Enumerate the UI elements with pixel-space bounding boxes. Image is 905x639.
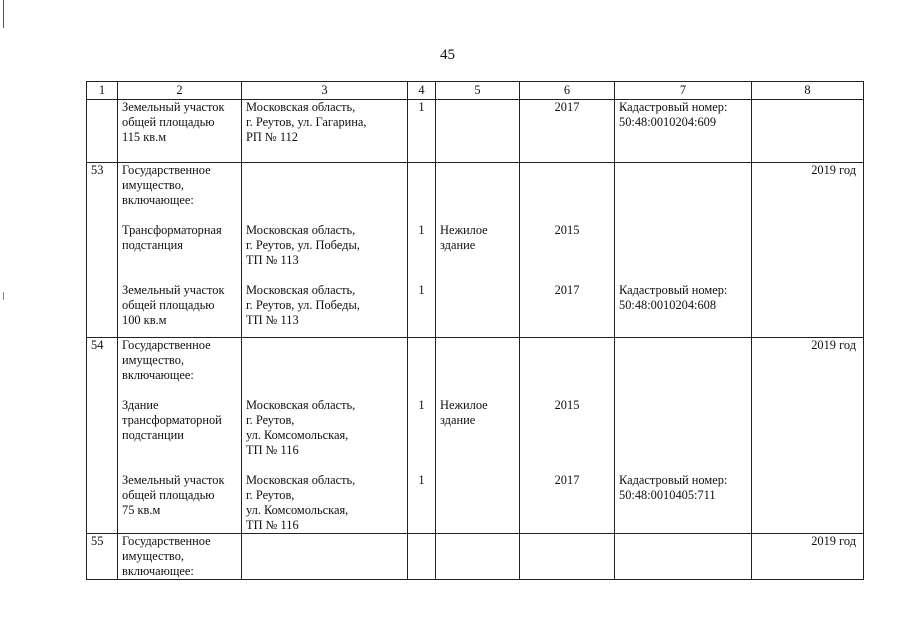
quantity: 1 (418, 283, 425, 297)
object-name-line: Земельный участок (122, 100, 225, 114)
object-name-line: 100 кв.м (122, 313, 167, 327)
cadastral-note-block (619, 534, 747, 579)
object-type-cell (436, 534, 520, 580)
item-spacer (122, 458, 237, 473)
table-row (87, 163, 864, 338)
address-line: ТП № 113 (246, 313, 299, 327)
object-name-line: подстанции (122, 428, 184, 442)
object-type-line: здание (440, 238, 476, 252)
object-name-line: Земельный участок (122, 283, 225, 297)
item-spacer (122, 383, 237, 398)
cadastral-note-block (619, 223, 747, 268)
item-spacer (440, 208, 515, 223)
object-name-cell (118, 338, 242, 534)
address-line: г. Реутов, ул. Победы, (246, 238, 360, 252)
address-cell (242, 338, 408, 534)
quantity-block (412, 338, 431, 383)
item-spacer (524, 208, 610, 223)
address-line: Московская область, (246, 100, 356, 114)
object-name-line: 75 кв.м (122, 503, 161, 517)
object-name-cell (118, 163, 242, 338)
item-spacer (619, 458, 747, 473)
completion-year-cell (752, 338, 864, 534)
object-name-line: подстанция (122, 238, 183, 252)
year-cell (520, 100, 615, 163)
object-type-block (440, 163, 515, 208)
address-block (246, 534, 403, 579)
cadastral-note-block (619, 100, 747, 145)
quantity-block (412, 398, 431, 458)
column-header: 8 (752, 82, 864, 100)
item-spacer (246, 383, 403, 398)
item-spacer (246, 208, 403, 223)
year-cell (520, 163, 615, 338)
quantity: 1 (418, 398, 425, 412)
row-number-cell (87, 163, 118, 338)
cadastral-note-block (619, 473, 747, 533)
object-name-line: Государственное (122, 534, 211, 548)
address-block (246, 223, 403, 268)
cadastral-note-line: 50:48:0010204:608 (619, 298, 717, 312)
address-cell (242, 163, 408, 338)
object-name-line: имущество, (122, 353, 184, 367)
year-block (524, 398, 610, 458)
column-header: 4 (408, 82, 436, 100)
row-number-cell (87, 338, 118, 534)
completion-year-cell (752, 100, 864, 163)
cadastral-note-line: 50:48:0010204:609 (619, 115, 717, 129)
quantity: 1 (418, 100, 425, 114)
address-block (246, 283, 403, 328)
quantity-block (412, 534, 431, 579)
object-name-block (122, 473, 237, 533)
cadastral-note-cell (615, 338, 752, 534)
year: 2015 (554, 223, 580, 237)
year: 2017 (554, 473, 580, 487)
object-name-line: общей площадью (122, 298, 215, 312)
item-spacer (440, 383, 515, 398)
object-name-line: Трансформаторная (122, 223, 222, 237)
year: 2017 (554, 100, 580, 114)
address-line: г. Реутов, ул. Гагарина, (246, 115, 367, 129)
object-type-block (440, 283, 515, 328)
object-name-block (122, 283, 237, 328)
quantity-block (412, 283, 431, 328)
address-line: ТП № 113 (246, 253, 299, 267)
column-header: 3 (242, 82, 408, 100)
object-type-cell (436, 100, 520, 163)
column-header: 5 (436, 82, 520, 100)
object-name-line: Здание (122, 398, 159, 412)
quantity-cell (408, 534, 436, 580)
address-block (246, 338, 403, 383)
object-name-block (122, 338, 237, 383)
address-block (246, 163, 403, 208)
item-spacer (122, 268, 237, 283)
scan-margin-tick (3, 292, 4, 300)
cadastral-note-line: Кадастровый номер: (619, 100, 728, 114)
address-line: ул. Комсомольская, (246, 428, 349, 442)
item-spacer (412, 208, 431, 223)
year-block (524, 283, 610, 328)
object-name-line: имущество, (122, 178, 184, 192)
column-header: 2 (118, 82, 242, 100)
cadastral-note-cell (615, 100, 752, 163)
address-line: ул. Комсомольская, (246, 503, 349, 517)
address-line: г. Реутов, ул. Победы, (246, 298, 360, 312)
object-type-line: здание (440, 413, 476, 427)
row-number-cell (87, 100, 118, 163)
object-type-block (440, 223, 515, 268)
year-block (524, 338, 610, 383)
address-block (246, 398, 403, 458)
object-name-line: Государственное (122, 163, 211, 177)
object-name-block (122, 163, 237, 208)
completion-year: 2019 год (811, 338, 856, 352)
quantity: 1 (418, 473, 425, 487)
year-block (524, 473, 610, 533)
item-spacer (619, 208, 747, 223)
object-name-block (122, 398, 237, 458)
item-spacer (440, 458, 515, 473)
item-spacer (246, 458, 403, 473)
object-name-cell (118, 534, 242, 580)
address-cell (242, 534, 408, 580)
address-block (246, 473, 403, 533)
quantity-block (412, 163, 431, 208)
object-name-block (122, 100, 237, 145)
address-line: г. Реутов, (246, 413, 295, 427)
item-spacer (246, 268, 403, 283)
item-spacer (619, 268, 747, 283)
quantity: 1 (418, 223, 425, 237)
cadastral-note-block (619, 163, 747, 208)
object-name-line: включающее: (122, 193, 194, 207)
object-type-line: Нежилое (440, 398, 488, 412)
object-name-line: включающее: (122, 368, 194, 382)
object-name-line: общей площадью (122, 115, 215, 129)
object-name-line: Земельный участок (122, 473, 225, 487)
cadastral-note-cell (615, 163, 752, 338)
address-line: Московская область, (246, 223, 356, 237)
address-cell (242, 100, 408, 163)
year-block (524, 534, 610, 579)
table-row (87, 338, 864, 534)
quantity-block (412, 100, 431, 145)
table-header-row (87, 82, 864, 100)
cadastral-note-block (619, 338, 747, 383)
year: 2017 (554, 283, 580, 297)
object-name-line: трансформаторной (122, 413, 222, 427)
address-line: Московская область, (246, 473, 356, 487)
completion-year-cell (752, 163, 864, 338)
object-name-line: 115 кв.м (122, 130, 167, 144)
completion-year: 2019 год (811, 163, 856, 177)
object-name-cell (118, 100, 242, 163)
item-spacer (524, 268, 610, 283)
object-type-block (440, 100, 515, 145)
object-name-line: имущество, (122, 549, 184, 563)
column-header: 7 (615, 82, 752, 100)
cadastral-note-block (619, 398, 747, 458)
row-number: 55 (91, 534, 104, 548)
cadastral-note-line: Кадастровый номер: (619, 473, 728, 487)
item-spacer (412, 268, 431, 283)
column-header: 6 (520, 82, 615, 100)
address-line: ТП № 116 (246, 443, 299, 457)
year-block (524, 163, 610, 208)
row-number: 53 (91, 163, 104, 177)
table-row (87, 100, 864, 163)
object-type-block (440, 338, 515, 383)
object-type-block (440, 473, 515, 533)
address-line: Московская область, (246, 283, 356, 297)
item-spacer (412, 458, 431, 473)
object-name-block (122, 534, 237, 579)
row-number-cell (87, 534, 118, 580)
object-name-block (122, 223, 237, 268)
cadastral-note-cell (615, 534, 752, 580)
address-line: г. Реутов, (246, 488, 295, 502)
object-type-block (440, 534, 515, 579)
property-table (86, 81, 864, 580)
quantity-block (412, 473, 431, 533)
quantity-cell (408, 100, 436, 163)
completion-year: 2019 год (811, 534, 856, 548)
address-block (246, 100, 403, 145)
item-spacer (122, 208, 237, 223)
object-name-line: общей площадью (122, 488, 215, 502)
year: 2015 (554, 398, 580, 412)
item-spacer (524, 458, 610, 473)
year-cell (520, 338, 615, 534)
quantity-cell (408, 163, 436, 338)
item-spacer (440, 268, 515, 283)
scan-margin-line (3, 0, 4, 28)
year-block (524, 223, 610, 268)
address-line: Московская область, (246, 398, 356, 412)
object-type-block (440, 398, 515, 458)
address-line: РП № 112 (246, 130, 298, 144)
object-name-line: включающее: (122, 564, 194, 578)
object-type-cell (436, 163, 520, 338)
year-cell (520, 534, 615, 580)
cadastral-note-line: 50:48:0010405:711 (619, 488, 716, 502)
item-spacer (619, 383, 747, 398)
object-name-line: Государственное (122, 338, 211, 352)
cadastral-note-block (619, 283, 747, 328)
item-spacer (412, 383, 431, 398)
year-block (524, 100, 610, 145)
page-number: 45 (440, 47, 455, 63)
table-row (87, 534, 864, 580)
column-header: 1 (87, 82, 118, 100)
address-line: ТП № 116 (246, 518, 299, 532)
item-spacer (524, 383, 610, 398)
cadastral-note-line: Кадастровый номер: (619, 283, 728, 297)
quantity-block (412, 223, 431, 268)
quantity-cell (408, 338, 436, 534)
object-type-line: Нежилое (440, 223, 488, 237)
completion-year-cell (752, 534, 864, 580)
table-body (87, 100, 864, 580)
object-type-cell (436, 338, 520, 534)
row-number: 54 (91, 338, 104, 352)
